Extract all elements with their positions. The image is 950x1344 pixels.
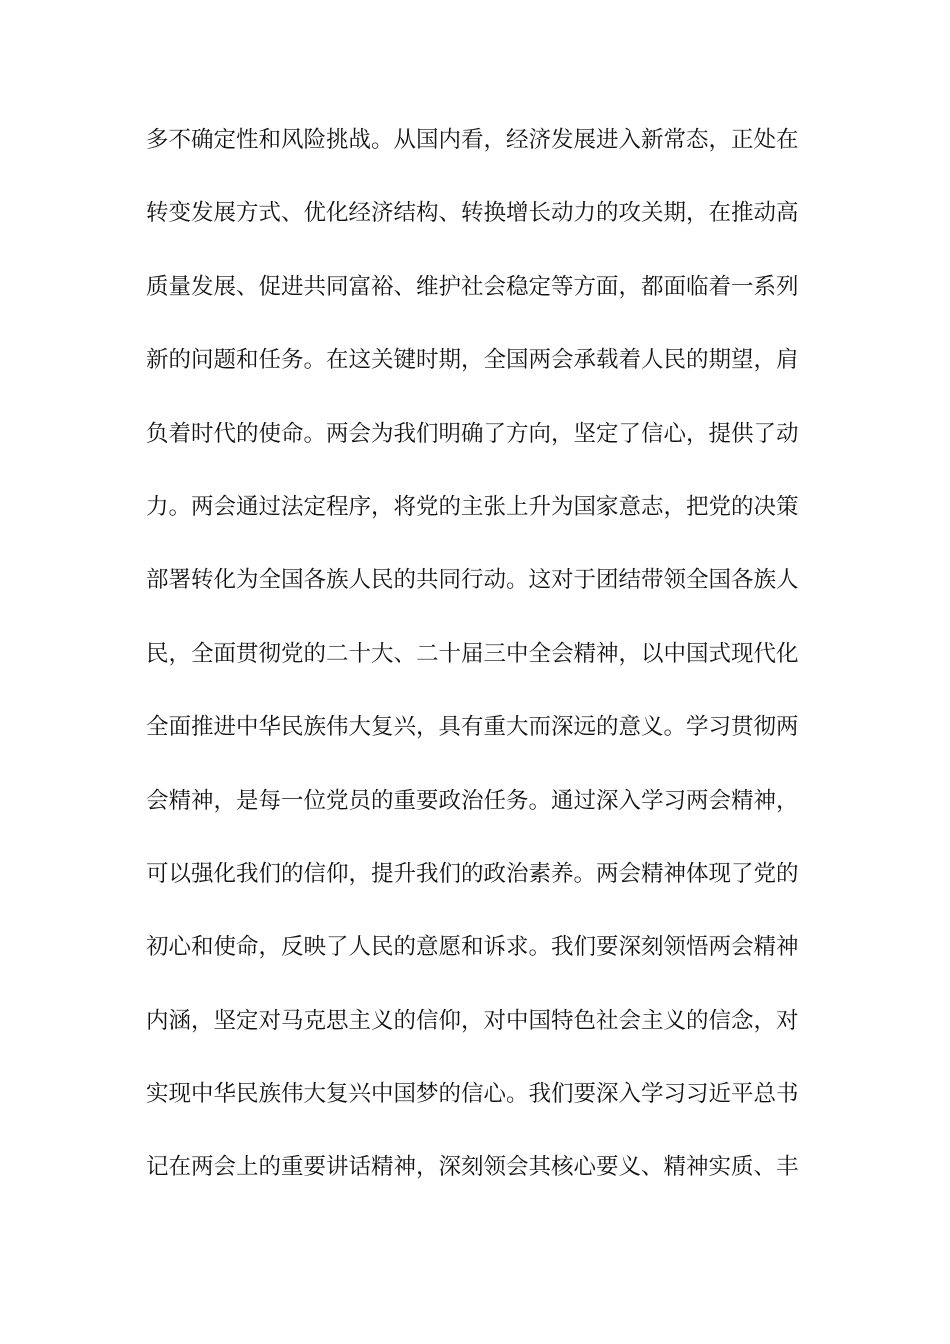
text-line: 力。两会通过法定程序，将党的主张上升为国家意志，把党的决策 [146, 493, 799, 520]
text-line: 可以强化我们的信仰，提升我们的政治素养。两会精神体现了党的 [146, 860, 799, 887]
text-line: 会精神，是每一位党员的重要政治任务。通过深入学习两会精神， [146, 787, 799, 814]
text-line: 部署转化为全国各族人民的共同行动。这对于团结带领全国各族人 [146, 567, 799, 594]
text-line: 质量发展、促进共同富裕、维护社会稳定等方面，都面临着一系列 [146, 273, 799, 300]
text-line: 民，全面贯彻党的二十大、二十届三中全会精神，以中国式现代化 [146, 640, 799, 667]
text-line: 多不确定性和风险挑战。从国内看，经济发展进入新常态，正处在 [146, 127, 799, 153]
text-line: 转变发展方式、优化经济结构、转换增长动力的攻关期，在推动高 [146, 200, 799, 227]
text-line: 新的问题和任务。在这关键时期，全国两会承载着人民的期望，肩 [146, 347, 799, 374]
text-line: 全面推进中华民族伟大复兴，具有重大而深远的意义。学习贯彻两 [146, 714, 799, 741]
text-line: 记在两会上的重要讲话精神，深刻领会其核心要义、精神实质、丰 [146, 1154, 799, 1181]
text-line: 内涵，坚定对马克思主义的信仰，对中国特色社会主义的信念，对 [146, 1007, 799, 1034]
text-line: 负着时代的使命。两会为我们明确了方向，坚定了信心，提供了动 [146, 420, 799, 447]
text-line: 初心和使命，反映了人民的意愿和诉求。我们要深刻领悟两会精神 [146, 934, 799, 961]
body-text [146, 118, 816, 1219]
text-line: 实现中华民族伟大复兴中国梦的信心。我们要深入学习习近平总书 [146, 1081, 799, 1108]
